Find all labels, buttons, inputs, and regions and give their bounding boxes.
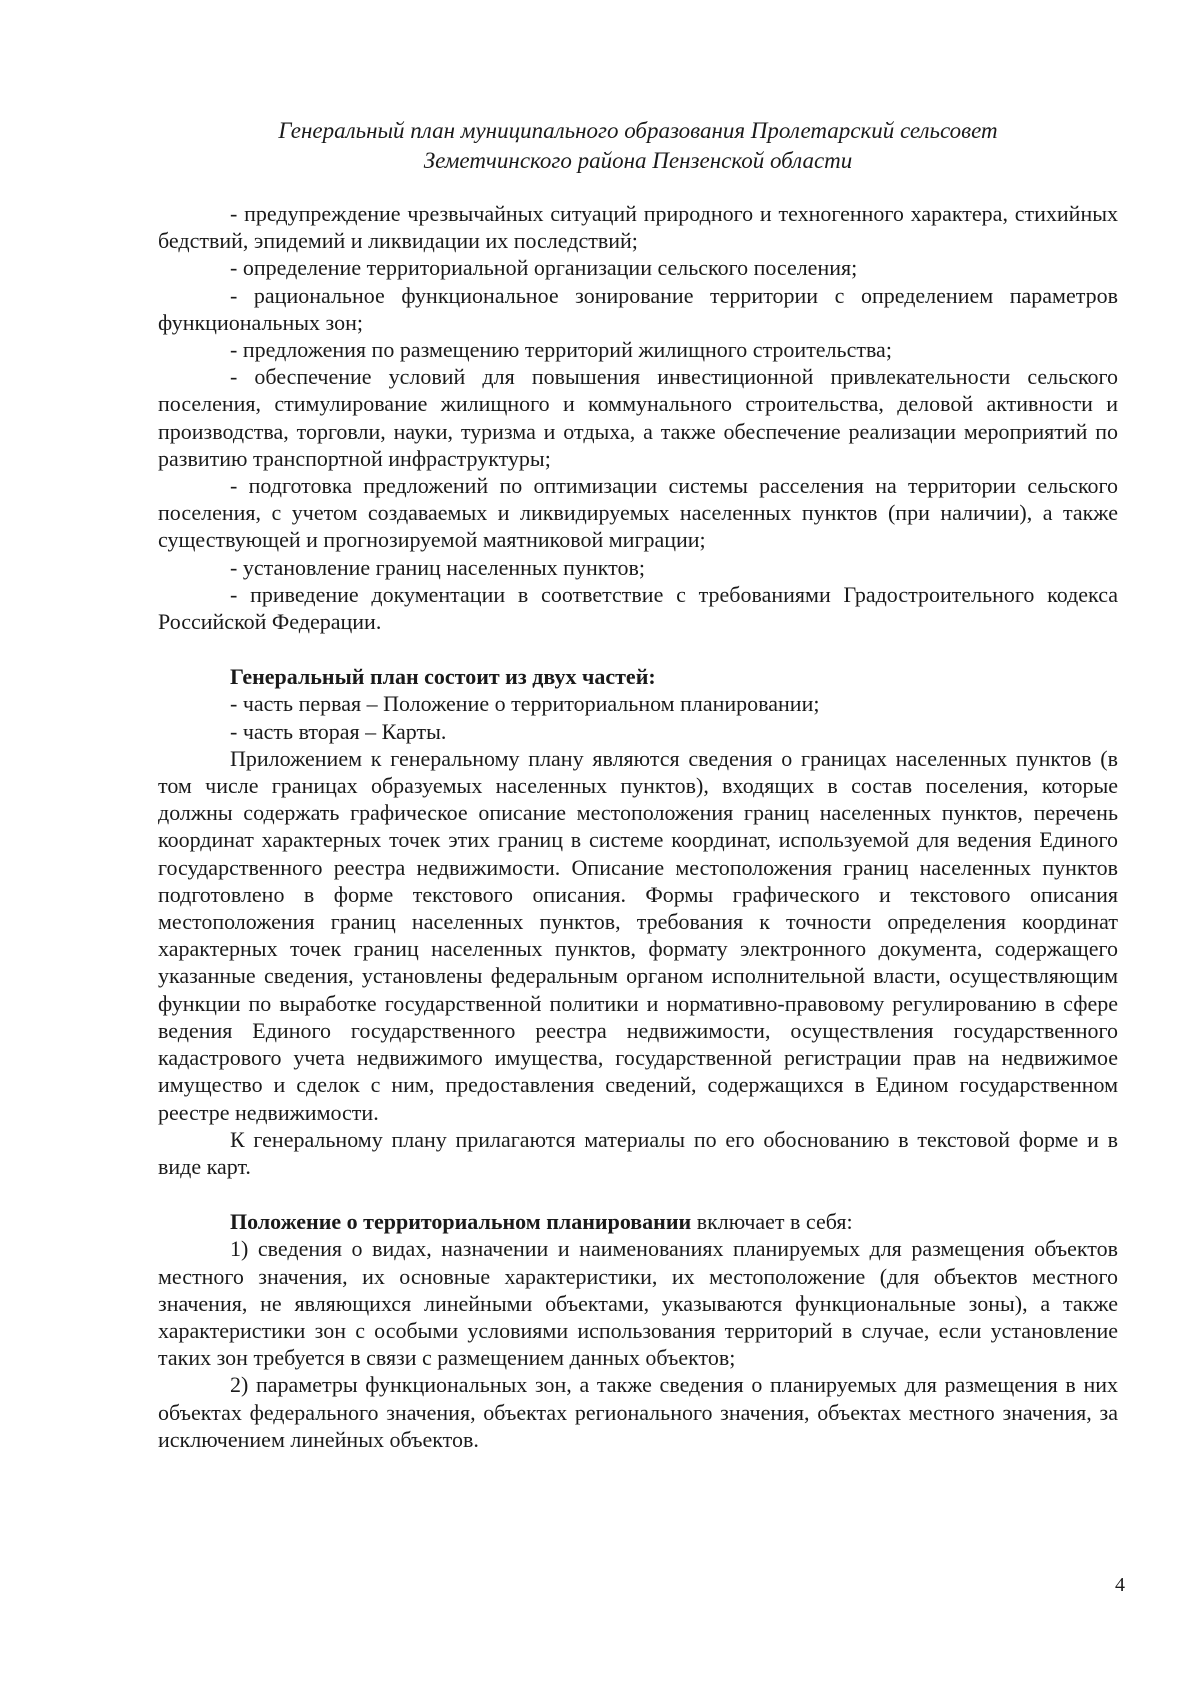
composition-part-2: - часть вторая – Карты. <box>230 718 447 744</box>
goal-item: - подготовка предложений по оптимизации системы расселения на территории сельского поселения, с учетом создаваемых и ликвидируемых населенных пунктов (при наличии), а также существующей и прогнозируемой маятниковой миграции; <box>158 473 1118 553</box>
goal-item: - предупреждение чрезвычайных ситуаций природного и техногенного характера, стихийных бедствий, эпидемий и ликвидации их последствий; <box>158 201 1118 254</box>
appendix-paragraph: Приложением к генеральному плану являются сведения о границах населенных пунктов (в том числе границах образуемых населенных пунктов), входящих в состав поселения, которые должны содержать графическое описание местоположения границ населенных пунктов, перечень координат характерных точек этих границ в системе координат, используемой для ведения Единого государственного реестра недвижимости. Описание местоположения границ населенных пунктов подготовлено в форме текстового описания. Формы графического и текстового описания местоположения границ населенных пунктов, требования к точности определения координат характерных точек границ населенных пунктов, формату электронного документа, содержащего указанные сведения, установлены федеральным органом исполнительной власти, осуществляющим функции по выработке государственной политики и нормативно-правовому регулированию в сфере ведения Единого государственного реестра недвижимости, осуществления государственного кадастрового учета недвижимого имущества, государственной регистрации прав на недвижимое имущество и сделок с ним, предоставления сведений, содержащихся в Едином государственном реестре недвижимости. <box>158 745 1118 1125</box>
provision-title-rest: включает в себя: <box>691 1209 853 1235</box>
provision-item-2: 2) параметры функциональных зон, а также сведения о планируемых для размещения в них объектах федерального значения, объектах регионального значения, объектах местного значения, за исключением линейных объектов. <box>158 1372 1118 1452</box>
goal-item: - предложения по размещению территорий жилищного строительства; <box>230 337 892 363</box>
paragraph-gap <box>158 1180 1118 1208</box>
provision-intro <box>158 1208 1118 1235</box>
paragraph-gap <box>158 635 1118 663</box>
composition-title: Генеральный план состоит из двух частей: <box>230 664 656 690</box>
goal-item: - обеспечение условий для повышения инвестиционной привлекательности сельского поселения, стимулирование жилищного и коммунального строительства, деловой активности и производства, торговли, науки, туризма и отдыха, а также обеспечение реализации мероприятий по развитию транспортной инфраструктуры; <box>158 364 1118 471</box>
header-line-1: Генеральный план муниципального образования Пролетарский сельсовет <box>278 118 998 143</box>
provision-title: Положение о территориальном планировании <box>230 1209 692 1235</box>
goal-item: - приведение документации в соответствие с требованиями Градостроительного кодекса Российской Федерации. <box>158 581 1118 635</box>
goal-item: - рациональное функциональное зонирование территории с определением параметров функциональных зон; <box>158 282 1118 335</box>
goal-item: - установление границ населенных пунктов; <box>230 554 645 580</box>
page-number: 4 <box>1115 1574 1125 1596</box>
composition-part-1: - часть первая – Положение о территориальном планировании; <box>230 691 820 717</box>
header-line-2: Земетчинского района Пензенской области <box>423 148 853 173</box>
document-body <box>158 200 1118 1453</box>
goal-item: - определение территориальной организации сельского поселения; <box>230 255 858 281</box>
document-header <box>158 116 1118 176</box>
provision-item-1: 1) сведения о видах, назначении и наименованиях планируемых для размещения объектов местного значения, их основные характеристики, их местоположение (для объектов местного значения, не являющихся линейными объектами, указываются функциональные зоны), а также характеристики зон с особыми условиями использования территорий в случае, если установление таких зон требуется в связи с размещением данных объектов; <box>158 1236 1118 1371</box>
materials-paragraph: К генеральному плану прилагаются материалы по его обоснованию в текстовой форме и в виде карт. <box>158 1126 1118 1179</box>
